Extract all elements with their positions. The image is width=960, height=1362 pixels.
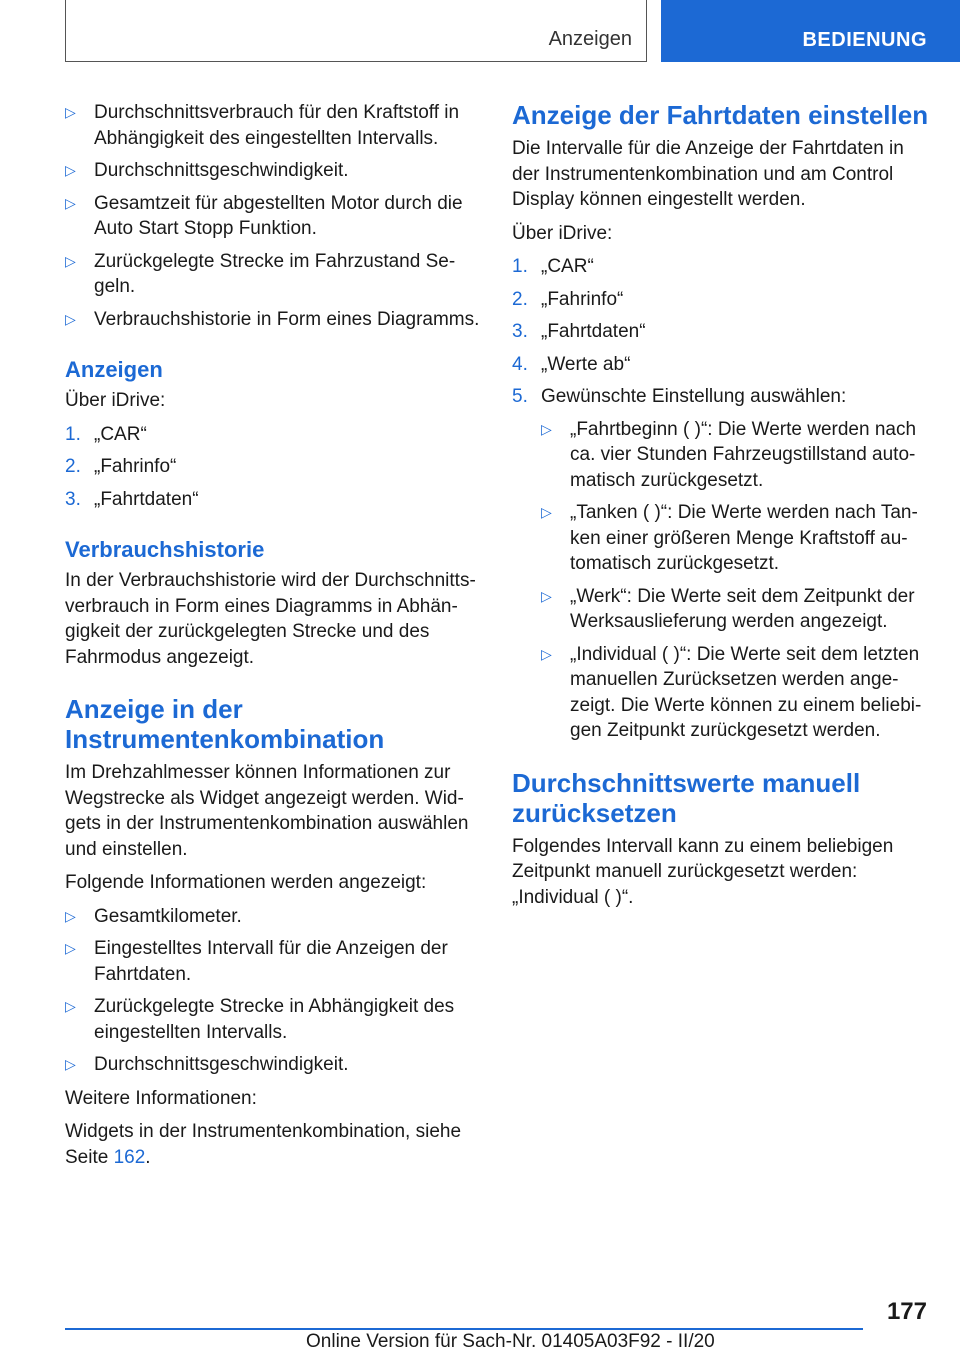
page-reference-link[interactable]: 162 (113, 1146, 146, 1168)
list-item: ▷ Verbrauchshistorie in Form eines Diagramms. (65, 307, 483, 333)
triangle-bullet-icon: ▷ (65, 162, 76, 178)
top-bullet-list (65, 100, 483, 332)
list-item: ▷ „Fahrtbeginn ( )“: Die Werte werden nach ca. vier Stunden Fahrzeugstillstand auto-matisch zurückgesetzt. (541, 418, 917, 491)
list-item: 1. „CAR“ (65, 423, 147, 445)
list-item: 1. „CAR“ (512, 256, 594, 277)
triangle-bullet-icon: ▷ (541, 645, 552, 662)
options-list (541, 417, 932, 744)
left-column (65, 100, 483, 1178)
triangle-bullet-icon: ▷ (65, 310, 76, 327)
paragraph: Über iDrive: (512, 222, 613, 244)
triangle-bullet-icon: ▷ (65, 1056, 76, 1072)
list-item: ▷ Durchschnittsgeschwindigkeit. (65, 1052, 483, 1078)
paragraph: Über iDrive: (65, 390, 166, 411)
paragraph: Folgende Informationen werden angezeigt: (65, 872, 427, 893)
footer-online-version: Online Version für Sach-Nr. 01405A03F92 - II/20 (306, 1331, 715, 1352)
paragraph: In der Verbrauchshistorie wird der Durchschnitts-verbrauch in Form eines Diagramms in Abhän-gigkeit der zurückgelegten Strecke und des Fahrmodus angezeigt. (65, 570, 476, 668)
list-item: ▷ Zurückgelegte Strecke in Abhängigkeit des eingestellten Intervalls. (65, 996, 455, 1043)
header-chapter-tab (661, 0, 960, 62)
list-item: 2. „Fahrinfo“ (65, 456, 177, 477)
heading-verbrauchshistorie: Verbrauchshistorie (65, 537, 265, 562)
footer-rule (65, 1328, 863, 1330)
paragraph: Im Drehzahlmesser können Informationen zur Wegstrecke als Widget angezeigt werden. Wid-gets in der Instrumentenkombination auswählen und einstellen. (65, 762, 469, 860)
list-item: ▷ „Tanken ( )“: Die Werte werden nach Tan-ken einer größeren Menge Kraftstoff au-tomatisch zurückgesetzt. (541, 502, 918, 574)
paragraph: Folgendes Intervall kann zu einem beliebigen Zeitpunkt manuell zurückgesetzt werden: „Individual ( )“. (512, 835, 894, 908)
list-item: 3. „Fahrtdaten“ (512, 321, 646, 342)
list-item: ▷ Zurückgelegte Strecke im Fahrzustand Se-geln. (65, 250, 456, 297)
list-item: ▷ Gesamtkilometer. (65, 904, 483, 930)
right-column (512, 100, 932, 918)
triangle-bullet-icon: ▷ (541, 420, 552, 437)
reference-paragraph: Widgets in der Instrumentenkombination, siehe Seite 162. (65, 1121, 462, 1168)
paragraph: Weitere Informationen: (65, 1087, 257, 1109)
list-item: ▷ Eingestelltes Intervall für die Anzeigen der Fahrtdaten. (65, 938, 448, 985)
triangle-bullet-icon: ▷ (541, 587, 552, 604)
list-item: ▷ „Werk“: Die Werte seit dem Zeitpunkt der Werksauslieferung werden angezeigt. (541, 585, 915, 632)
steps-list (512, 254, 932, 744)
heading-anzeigen: Anzeigen (65, 357, 163, 382)
list-item: ▷ „Individual ( )“: Die Werte seit dem letzten manuellen Zurücksetzen werden ange-zeigt. Die Werte können zu einem beliebi-gen Zeitpunkt zurückgesetzt werden. (541, 643, 922, 741)
list-item: 3. „Fahrtdaten“ (65, 488, 199, 510)
triangle-bullet-icon: ▷ (65, 998, 76, 1014)
heading-instrumentenkombination: Anzeige in der Instrumentenkombination (65, 694, 385, 754)
triangle-bullet-icon: ▷ (65, 252, 76, 269)
list-item: 4. „Werte ab“ (512, 353, 631, 375)
list-item: ▷ Durchschnittsverbrauch für den Kraftstoff in Abhängigkeit des eingestellten Intervalls. (65, 102, 460, 149)
header-chapter-label: BEDIENUNG (802, 29, 927, 51)
page-number: 177 (886, 1298, 927, 1325)
list-item: ▷ Gesamtzeit für abgestellten Motor durch die Auto Start Stopp Funktion. (65, 192, 463, 239)
triangle-bullet-icon: ▷ (65, 194, 76, 211)
paragraph: Die Intervalle für die Anzeige der Fahrtdaten in der Instrumentenkombination und am Control Display können eingestellt werden. (512, 138, 904, 210)
list-item: ▷ Durchschnittsgeschwindigkeit. (65, 158, 483, 184)
triangle-bullet-icon: ▷ (65, 907, 76, 924)
list-item: 2. „Fahrinfo“ (512, 288, 624, 310)
triangle-bullet-icon: ▷ (65, 940, 76, 956)
triangle-bullet-icon: ▷ (65, 104, 76, 120)
header-section-tab (65, 0, 647, 62)
info-bullet-list (65, 904, 483, 1078)
steps-list (65, 422, 483, 513)
heading-fahrtdaten-einstellen: Anzeige der Fahrtdaten einstellen (512, 100, 929, 130)
header-section-label: Anzeigen (548, 28, 632, 50)
list-item: 5. Gewünschte Einstellung auswählen: ▷ „Fahrtbeginn ( )“: Die Werte werden nach ca. vier Stunden Fahrzeugstillstand auto-matisch zurückgesetzt. ▷ „Tanken ( )“: Die Werte werden nach Tan-ken einer größeren Menge Kraftstoff au-tomatisch zurückgesetzt. ▷ „Werk“: Die Werte seit dem Zeitpunkt der Werksauslieferung werden angezeigt. ▷ „Individual ( )“: Die Werte seit dem letzten manuellen Zurücksetzen werden ange-zeigt. Die Werte können zu einem beliebi-gen Zeitpunkt zurückgesetzt werden. (512, 384, 932, 744)
triangle-bullet-icon: ▷ (541, 504, 552, 520)
heading-durchschnittswerte-zuruecksetzen: Durchschnittswerte manuell zurücksetzen (512, 767, 861, 828)
